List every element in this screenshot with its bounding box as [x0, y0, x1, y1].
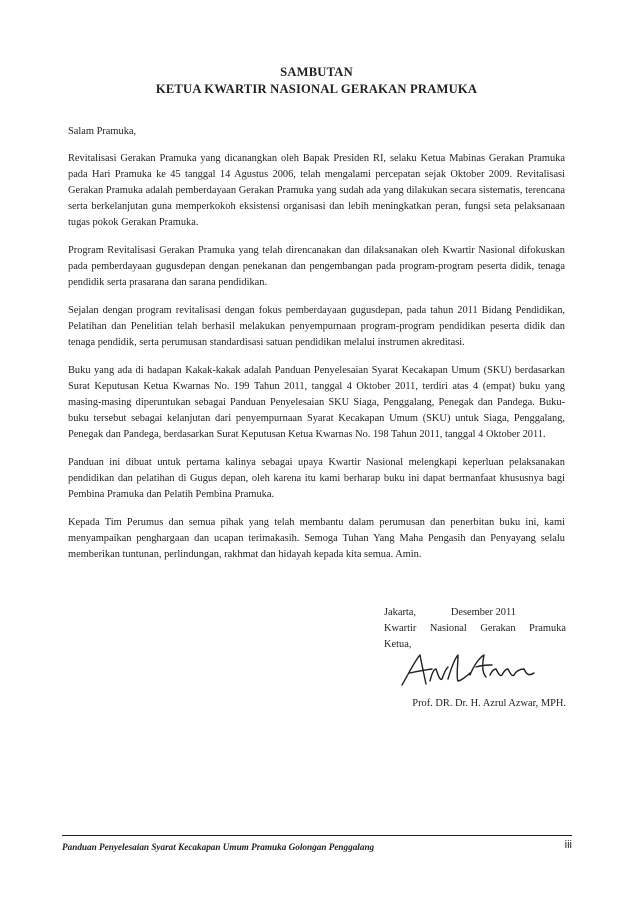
salutation: Salam Pramuka, [68, 126, 137, 137]
footer-divider [62, 835, 572, 836]
footer-book-title: Panduan Penyelesaian Syarat Kecakapan Umum Pramuka Golongan Penggalang [62, 842, 375, 852]
paragraph-2: Program Revitalisasi Gerakan Pramuka yang telah direncanakan dan dilaksanakan oleh Kwartir Nasional difokuskan pada pemberdayaan gugusdepan dengan penekanan dan pengembangan pada program-program peserta didik, tenaga pendidik serta prasarana dan sarana pendidikan. [68, 245, 565, 288]
handwritten-signature [396, 651, 546, 689]
heading-line-2: KETUA KWARTIR NASIONAL GERAKAN PRAMUKA [155, 82, 478, 96]
signer-name: Prof. DR. Dr. H. Azrul Azwar, MPH. [412, 698, 566, 709]
paragraph-6: Kepada Tim Perumus dan semua pihak yang telah membantu dalam perumusan dan penerbitan buku ini, kami menyampaikan penghargaan dan ucapan terimakasih. Semoga Tuhan Yang Maha Pengasih dan Penyayang selalu memberikan tuntunan, perlindungan, rakhmat dan hidayah kepada kita semua. Amin. [68, 517, 565, 560]
letter-body [68, 124, 565, 575]
closing-date: Desember 2011 [450, 607, 516, 618]
heading-line-1: SAMBUTAN [280, 65, 353, 79]
paragraph-3: Sejalan dengan program revitalisasi dengan fokus pemberdayaan gugusdepan, pada tahun 2011 Bidang Pendidikan, Pelatihan dan Penelitian telah berhasil melakukan penyempurnaan program-program pendidikan peserta didik dan tenaga pendidik, serta perumusan standardisasi satuan pendidikan melalui instrumen akreditasi. [68, 305, 565, 348]
closing-role: Ketua, [384, 639, 412, 650]
closing-organization: Kwartir Nasional Gerakan Pramuka [384, 623, 566, 634]
page-number: iii [564, 839, 572, 851]
place-date-line [384, 605, 516, 621]
paragraph-4: Buku yang ada di hadapan Kakak-kakak adalah Panduan Penyelesaian Syarat Kecakapan Umum (SKU) berdasarkan Surat Keputusan Ketua Kwarnas No. 199 Tahun 2011, tanggal 4 Oktober 2011, terdiri atas 4 (empat) buku yang masing-masing diperuntukan sebagai Panduan Penyelesaian SKU Siaga, Penggalang, Penegak dan Pandega. Buku-buku tersebut sebagai kelanjutan dari penyempurnaan Syarat Kecakapan Umum (SKU) untuk Siaga, Penggalang, Penegak dan Pandega, berdasarkan Surat Keputusan Ketua Kwarnas No. 198 Tahun 2011, tanggal 4 Oktober 2011. [68, 365, 565, 440]
closing-city: Jakarta, [384, 607, 417, 618]
closing-block [384, 605, 566, 653]
paragraph-1: Revitalisasi Gerakan Pramuka yang dicanangkan oleh Bapak Presiden RI, selaku Ketua Mabinas Gerakan Pramuka pada Hari Pramuka ke 45 tanggal 14 Agustus 2006, telah mengalami percepatan sejak Oktober 2009. Revitalisasi Gerakan Pramuka adalah pemberdayaan Gerakan Pramuka yang sudah ada yang dilakukan secara sistematis, terencana serta berkelanjutan guna memperkokoh eksistensi organisasi dan lebih meningkatkan peran, fungsi seta pelaksanaan tugas pokok Gerakan Pramuka. [68, 153, 565, 228]
paragraph-5: Panduan ini dibuat untuk pertama kalinya sebagai upaya Kwartir Nasional melengkapi keperluan pelaksanakan pendidikan dan pelatihan di Gugus depan, oleh karena itu kami berharap buku ini dapat bermanfaat khususnya bagi Pembina Pramuka dan Pelatih Pembina Pramuka. [68, 457, 565, 500]
